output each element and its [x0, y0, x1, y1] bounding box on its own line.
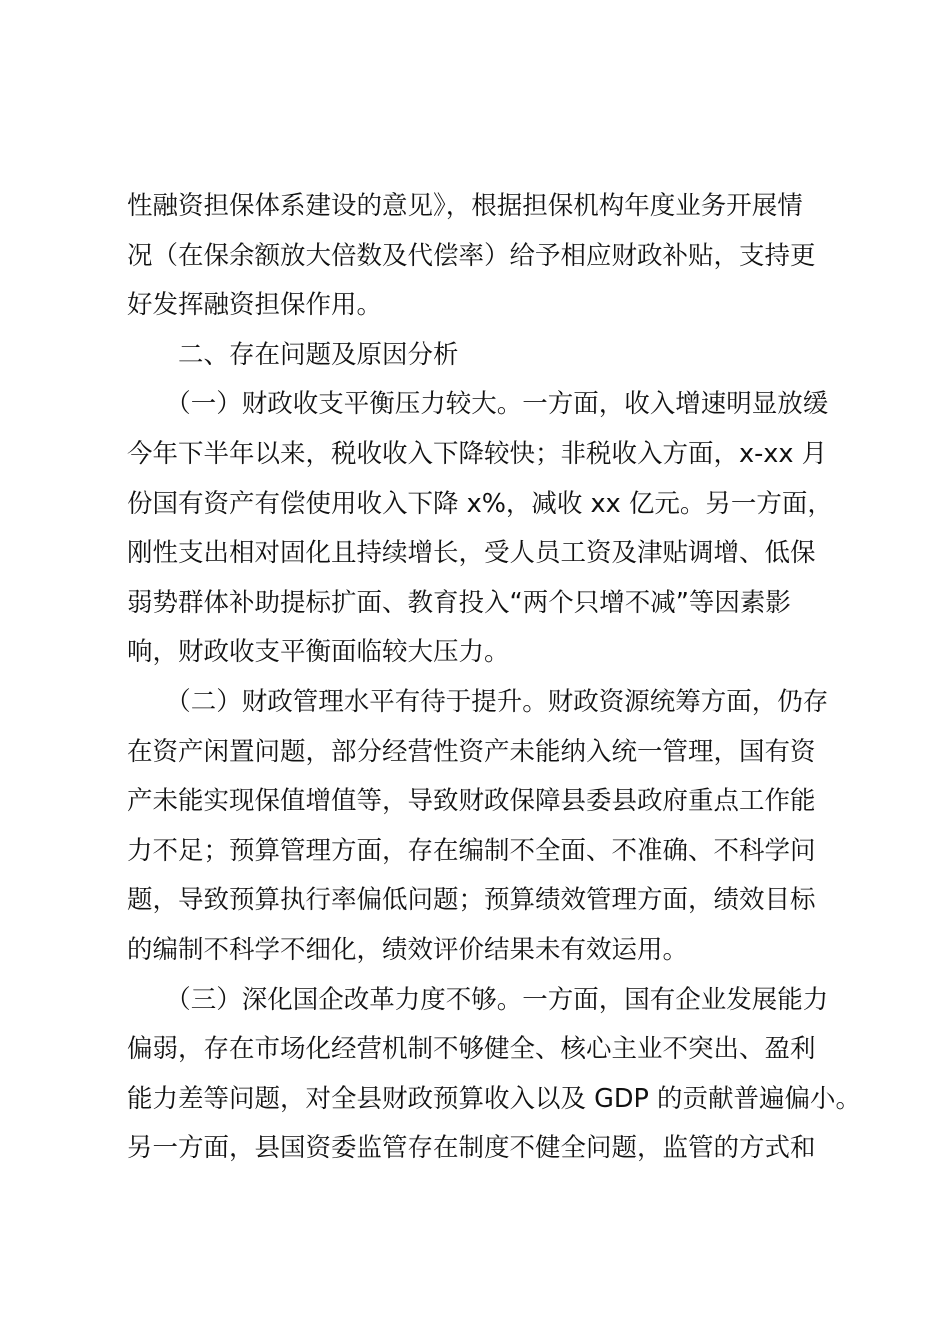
text-line: 份国有资产有偿使用收入下降 x%，减收 xx 亿元。另一方面， — [127, 488, 833, 519]
text-line: 在资产闲置问题，部分经营性资产未能纳入统一管理，国有资 — [127, 736, 816, 767]
section-heading: 二、存在问题及原因分析 — [127, 339, 459, 370]
text-line: 响，财政收支平衡面临较大压力。 — [127, 637, 510, 668]
text-line: 弱势群体补助提标扩面、教育投入“两个只增不减”等因素影 — [127, 587, 791, 618]
text-line: 题，导致预算执行率偏低问题；预算绩效管理方面，绩效目标 — [127, 885, 816, 916]
text-line: 另一方面，县国资委监管存在制度不健全问题，监管的方式和 — [127, 1133, 816, 1164]
text-line: 好发挥融资担保作用。 — [127, 290, 383, 321]
text-line: 偏弱，存在市场化经营机制不够健全、核心主业不突出、盈利 — [127, 1034, 816, 1065]
document-body — [127, 182, 861, 1174]
text-line: 性融资担保体系建设的意见》，根据担保机构年度业务开展情 — [127, 191, 803, 221]
text-line: 能力差等问题，对全县财政预算收入以及 GDP 的贡献普遍偏小。 — [127, 1083, 861, 1114]
text-line: （三）深化国企改革力度不够。一方面，国有企业发展能力 — [127, 984, 829, 1015]
text-line: 今年下半年以来，税收收入下降较快；非税收入方面，x-xx 月 — [127, 438, 828, 469]
text-line: 的编制不科学不细化，绩效评价结果未有效运用。 — [127, 934, 689, 965]
text-line: （二）财政管理水平有待于提升。财政资源统筹方面，仍存 — [127, 686, 829, 717]
text-line: 力不足；预算管理方面，存在编制不全面、不准确、不科学问 — [127, 835, 816, 866]
text-line: （一）财政收支平衡压力较大。一方面，收入增速明显放缓 — [127, 389, 829, 420]
text-line: 产未能实现保值增值等，导致财政保障县委县政府重点工作能 — [127, 786, 816, 817]
text-line: 况（在保余额放大倍数及代偿率）给予相应财政补贴，支持更 — [127, 240, 816, 271]
text-line: 刚性支出相对固化且持续增长，受人员工资及津贴调增、低保 — [127, 538, 816, 569]
